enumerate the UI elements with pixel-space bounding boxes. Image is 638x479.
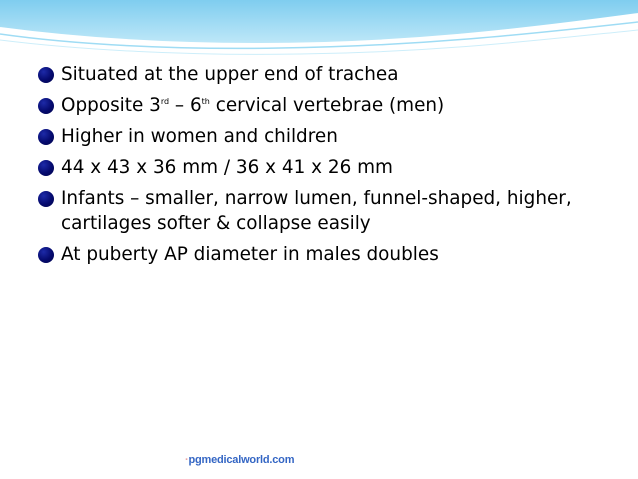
footer-site-text: pgmedicalworld.com [188,454,295,466]
bullet-circle-icon [38,191,54,207]
bullet-circle-icon [38,67,54,83]
bullet-text: 44 x 43 x 36 mm / 36 x 41 x 26 mm [61,157,393,178]
superscript-th: th [201,96,210,106]
bullet-item [37,186,627,236]
decorative-wave-header [0,0,638,60]
bullet-list [37,62,627,273]
bullet-item [37,124,627,149]
bullet-text-line1: Infants – smaller, narrow lumen, funnel-shaped, higher, [61,188,572,209]
bullet-text-part: – 6 [169,95,202,116]
footer-watermark [185,454,294,466]
bullet-circle-icon [38,129,54,145]
bullet-item [37,93,627,118]
bullet-text: Higher in women and children [61,126,338,147]
bullet-text-part: cervical vertebrae (men) [209,95,445,116]
bullet-text: At puberty AP diameter in males doubles [61,244,439,265]
bullet-item [37,155,627,180]
bullet-circle-icon [38,98,54,114]
superscript-rd: rd [160,96,170,106]
bullet-item [37,62,627,87]
wave-graphic [0,0,638,60]
bullet-text-part: Opposite 3 [61,95,161,116]
bullet-item [37,242,627,267]
bullet-circle-icon [38,247,54,263]
bullet-text-line2: cartilages softer & collapse easily [61,213,371,234]
bullet-circle-icon [38,160,54,176]
bullet-text: Situated at the upper end of trachea [61,64,399,85]
footer-dot: · [185,454,189,466]
